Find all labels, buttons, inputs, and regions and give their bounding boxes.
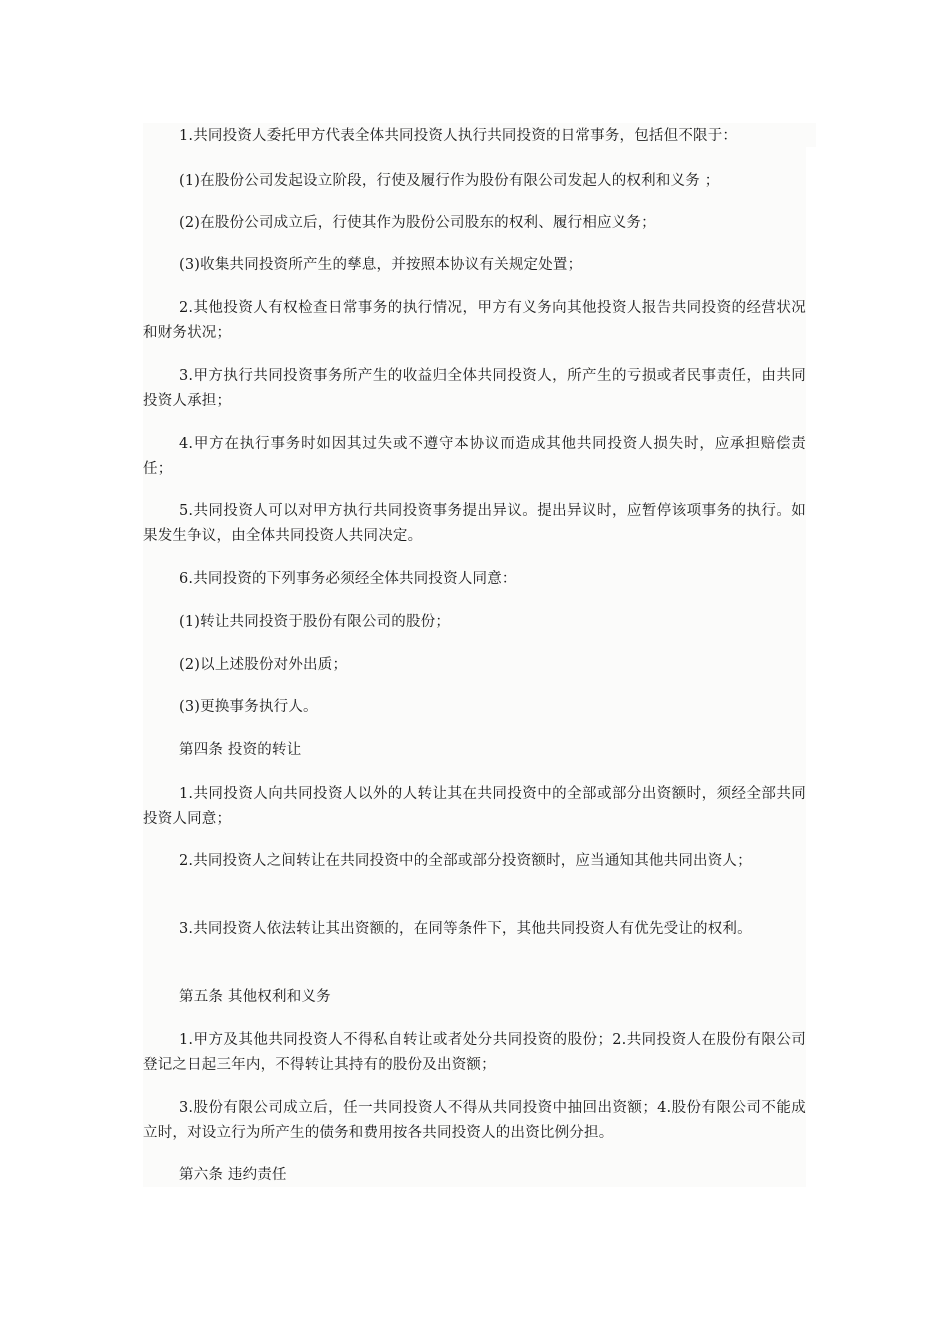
paragraph: 2.其他投资人有权检查日常事务的执行情况，甲方有义务向其他投资人报告共同投资的经营状况和财务状况； — [143, 300, 806, 341]
section-heading: 第六条 违约责任 — [179, 1167, 287, 1183]
paragraph: (1)在股份公司发起设立阶段，行使及履行作为股份有限公司发起人的权利和义务 ； — [179, 173, 720, 189]
paragraph: 3.股份有限公司成立后，任一共同投资人不得从共同投资中抽回出资额；4.股份有限公司不能成立时，对设立行为所产生的债务和费用按各共同投资人的出资比例分担。 — [143, 1100, 806, 1141]
paragraph: 3.共同投资人依法转让其出资额的，在同等条件下，其他共同投资人有优先受让的权利。 — [179, 921, 752, 937]
paragraph: 2.共同投资人之间转让在共同投资中的全部或部分投资额时，应当通知其他共同出资人； — [179, 853, 752, 869]
section-heading: 第五条 其他权利和义务 — [179, 989, 331, 1005]
paragraph: 1.甲方及其他共同投资人不得私自转让或者处分共同投资的股份；2.共同投资人在股份有限公司登记之日起三年内，不得转让其持有的股份及出资额； — [143, 1032, 806, 1073]
paragraph: (2)在股份公司成立后，行使其作为股份公司股东的权利、履行相应义务； — [179, 215, 656, 231]
paragraph: 6.共同投资的下列事务必须经全体共同投资人同意： — [179, 571, 517, 587]
paragraph: 3.甲方执行共同投资事务所产生的收益归全体共同投资人，所产生的亏损或者民事责任，由共同投资人承担； — [143, 368, 806, 409]
paragraph: (1)转让共同投资于股份有限公司的股份； — [179, 614, 451, 630]
section-heading: 第四条 投资的转让 — [179, 742, 302, 758]
paragraph: (3)更换事务执行人。 — [179, 699, 318, 715]
paragraph: 4.甲方在执行事务时如因其过失或不遵守本协议而造成其他共同投资人损失时，应承担赔偿责任； — [143, 436, 806, 477]
paragraph: (3)收集共同投资所产生的孳息，并按照本协议有关规定处置； — [179, 257, 583, 273]
paragraph: 1.共同投资人委托甲方代表全体共同投资人执行共同投资的日常事务，包括但不限于： — [179, 128, 738, 144]
paragraph: 5.共同投资人可以对甲方执行共同投资事务提出异议。提出异议时，应暂停该项事务的执行。如果发生争议，由全体共同投资人共同决定。 — [143, 503, 806, 544]
paragraph: (2)以上述股份对外出质； — [179, 657, 348, 673]
paragraph: 1.共同投资人向共同投资人以外的人转让其在共同投资中的全部或部分出资额时，须经全部共同投资人同意； — [143, 786, 806, 827]
